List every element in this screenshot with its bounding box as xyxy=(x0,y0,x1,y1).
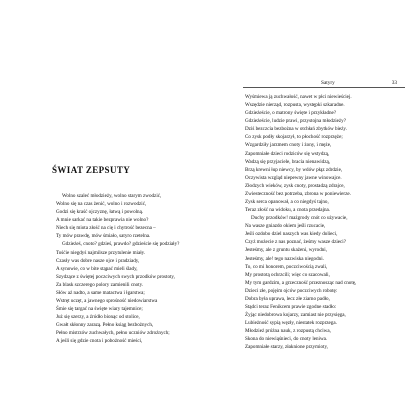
text-line: Słów aż nadto, a same matactwa i łgarstwa; xyxy=(56,289,145,296)
chapter-title: ŚWIAT ZEPSUTY xyxy=(52,165,131,175)
text-line: Już się szerzy, a źródło bionąc od stolice, xyxy=(56,314,140,321)
header-rule xyxy=(243,87,405,88)
text-line: Tośćie niegdyś najmilsze przytulenie miały. xyxy=(56,249,146,256)
text-line: Młodzież próżna nauk, z rozpustą chciwa, xyxy=(245,328,331,335)
text-line: Zwiesteczność bez potrzeba, zbrona w poniewierze. xyxy=(245,190,351,197)
text-line: Wolno szaleć młodzieży, wolno starym zwodzić, xyxy=(62,193,162,199)
text-line: Złodzych wieków, zysk cnoty, prostadzą zdrajce, xyxy=(245,182,345,189)
text-line: Dziś bezczcia bezbożna w otchłań zbytków bieży. xyxy=(245,126,347,133)
text-line: Dzieci złe, pojęim ojców poczciwych robotę: xyxy=(245,287,338,294)
text-line: Wszędzie nierząd, rozpusta, występki szkaradne. xyxy=(245,102,345,109)
text-line: To, co mi honorem, poczciwością zwali, xyxy=(245,263,328,270)
text-line: Jeśli ozdobo dziel naszych was kiedy dolieci, xyxy=(245,231,338,238)
right-page-text xyxy=(245,93,407,413)
text-line: Gdzieżeście, ludzie prawi, przystojna młodzieży? xyxy=(245,118,346,125)
text-line: Stądci teraz Fenikcem prawie zgodne stadło: xyxy=(245,304,337,311)
text-line: Co zysk podły skojarzył, to płochość rozprzęże; xyxy=(245,134,343,141)
text-line: Zysk serca opanował, a co niegdyś tajno, xyxy=(245,199,329,206)
text-line: Zapomniałe starzy, złaknione przymioty, xyxy=(245,344,328,351)
text-line: My tym gardzim, a grzeczność przeznosząc nad cnotę, xyxy=(245,279,357,286)
text-line: My prostotą ochrzcili; więc co szacowali, xyxy=(245,271,330,278)
text-line: Oczywista wzgląd niepewny jawne winowajce. xyxy=(245,174,342,181)
text-line: Szydzące z świętej poczciwych swych przodków prostoty, xyxy=(56,273,175,280)
text-line: Na waszе gniazdo okiem jeśli rzucacie, xyxy=(245,223,326,230)
text-line: Wadzą się przyjaciele, bracia nienawidzą, xyxy=(245,158,331,165)
text-line: Żyjąc niedobrowa kojarzy, zamiast nie przysięga, xyxy=(245,312,346,319)
text-line: Za blask szczerego polorу zamienili cnoty. xyxy=(56,281,144,288)
text-line: Dobra była uprawa, lecz złe ziarno padło, xyxy=(245,295,330,302)
text-line: Wstręt uczęt, a jawnego sprośność niedowiarstwa xyxy=(56,298,158,305)
text-line: Skona do niewiąśnieci, do cnoty leniwa. xyxy=(245,336,328,343)
text-line: Ty mów prawdę, mów śmiało, satyro rzetelna. xyxy=(56,233,151,240)
text-line: Zapomniałe dzieci rodziców się wstydzą, xyxy=(245,150,330,157)
text-line: Gdzieżeście, o matrony święte i przykładne? xyxy=(245,110,337,117)
text-line: Wzgardziły jarzmem cnoty i żony, i męże, xyxy=(245,142,332,149)
text-line: A jeśli się gdzie cnota i pobożność mieści, xyxy=(56,338,143,345)
text-line: Pełno mistrzów zuchwałych, pełno uczniów zdrożnych; xyxy=(56,330,170,337)
text-line: Gdzieżeś, cnoto? gdzieś, prawdo? gdzieście się podziały? xyxy=(62,241,180,248)
text-line: Czyż możecie z nas poznać, żeśmy wasze dzieci? xyxy=(245,239,346,246)
text-line: Teraz złość na widoku, a cnota przedajna. xyxy=(245,207,331,214)
text-line: Brzą krewni łup niewcy, by wdów płąz zdrdzie, xyxy=(245,166,343,173)
text-line: Duchy przodków! mażgrody cnót co używacie, xyxy=(251,215,348,222)
text-line: Czasły was dobre naszе ojce i pradziady, xyxy=(56,257,140,264)
text-line: Jesteśmy, ale z gruntu skażeni, wyrodni, xyxy=(245,247,327,254)
text-line: Godzi się kraść ojczyznę, łatwą i powolną. xyxy=(56,209,144,216)
page-number: 33 xyxy=(391,80,397,86)
text-line: Niech się miota złość na cię i chytrość bezecna – xyxy=(56,225,156,232)
text-line: Jesteśmy, ale! tego nazwiska niegodni. xyxy=(245,255,324,262)
text-line: A mnie sarkać na takie bezprawia nie wolno? xyxy=(56,217,149,224)
running-title: Satyry xyxy=(321,80,335,86)
text-line: Lubieżność sypią węzły, niestatek rozprzega. xyxy=(245,320,337,327)
text-line: A synowie, co w bite stąpać mieli ślady, xyxy=(56,265,138,272)
text-line: Wolno się na czas żenić, wolno i rozwodzić, xyxy=(56,201,147,208)
left-page-text xyxy=(56,192,206,420)
text-line: Śmie się targać na święte wiary tajemnice; xyxy=(56,306,143,313)
text-line: Gwałt skłonny zarazą. Pełno ksiąg bezbożnych, xyxy=(56,322,154,329)
text-line: Wyśmiewa ją zuchwałość, nawet w płci niewieściej. xyxy=(245,94,352,100)
